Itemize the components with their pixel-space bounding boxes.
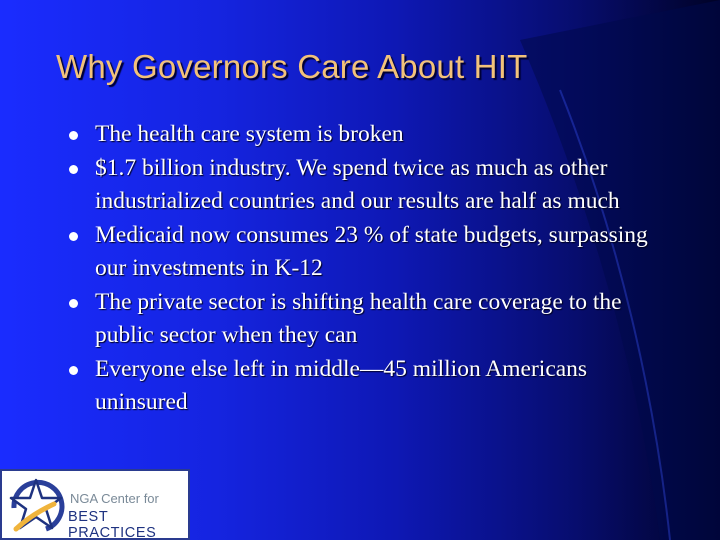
bullet-dot-icon <box>69 165 78 174</box>
logo-line1: NGA Center for <box>70 491 159 506</box>
bullet-item <box>64 353 664 420</box>
bullet-item <box>64 118 664 152</box>
bullet-text: The health care system is broken <box>95 121 404 147</box>
bullet-text: The private sector is shifting health care coverage to the public sector when they can <box>95 288 622 348</box>
bullet-text: Everyone else left in middle—45 million Americans uninsured <box>95 355 588 415</box>
bullet-text: Medicaid now consumes 23 % of state budgets, surpassing our investments in K-12 <box>95 221 648 281</box>
logo-line2: BEST PRACTICES <box>68 509 157 540</box>
bullet-item <box>64 286 664 353</box>
bullet-list <box>64 118 664 420</box>
bullet-dot-icon <box>69 232 78 241</box>
bullet-dot-icon <box>69 131 78 140</box>
nga-logo <box>0 469 190 540</box>
bullet-item <box>64 152 664 219</box>
bullet-dot-icon <box>69 299 78 308</box>
star-icon <box>6 474 66 536</box>
slide-title: Why Governors Care About HIT <box>56 48 528 85</box>
bullet-text: $1.7 billion industry. We spend twice as much as other industrialized countries and our results are half as much <box>95 154 620 214</box>
bullet-dot-icon <box>69 366 78 375</box>
bullet-item <box>64 219 664 286</box>
